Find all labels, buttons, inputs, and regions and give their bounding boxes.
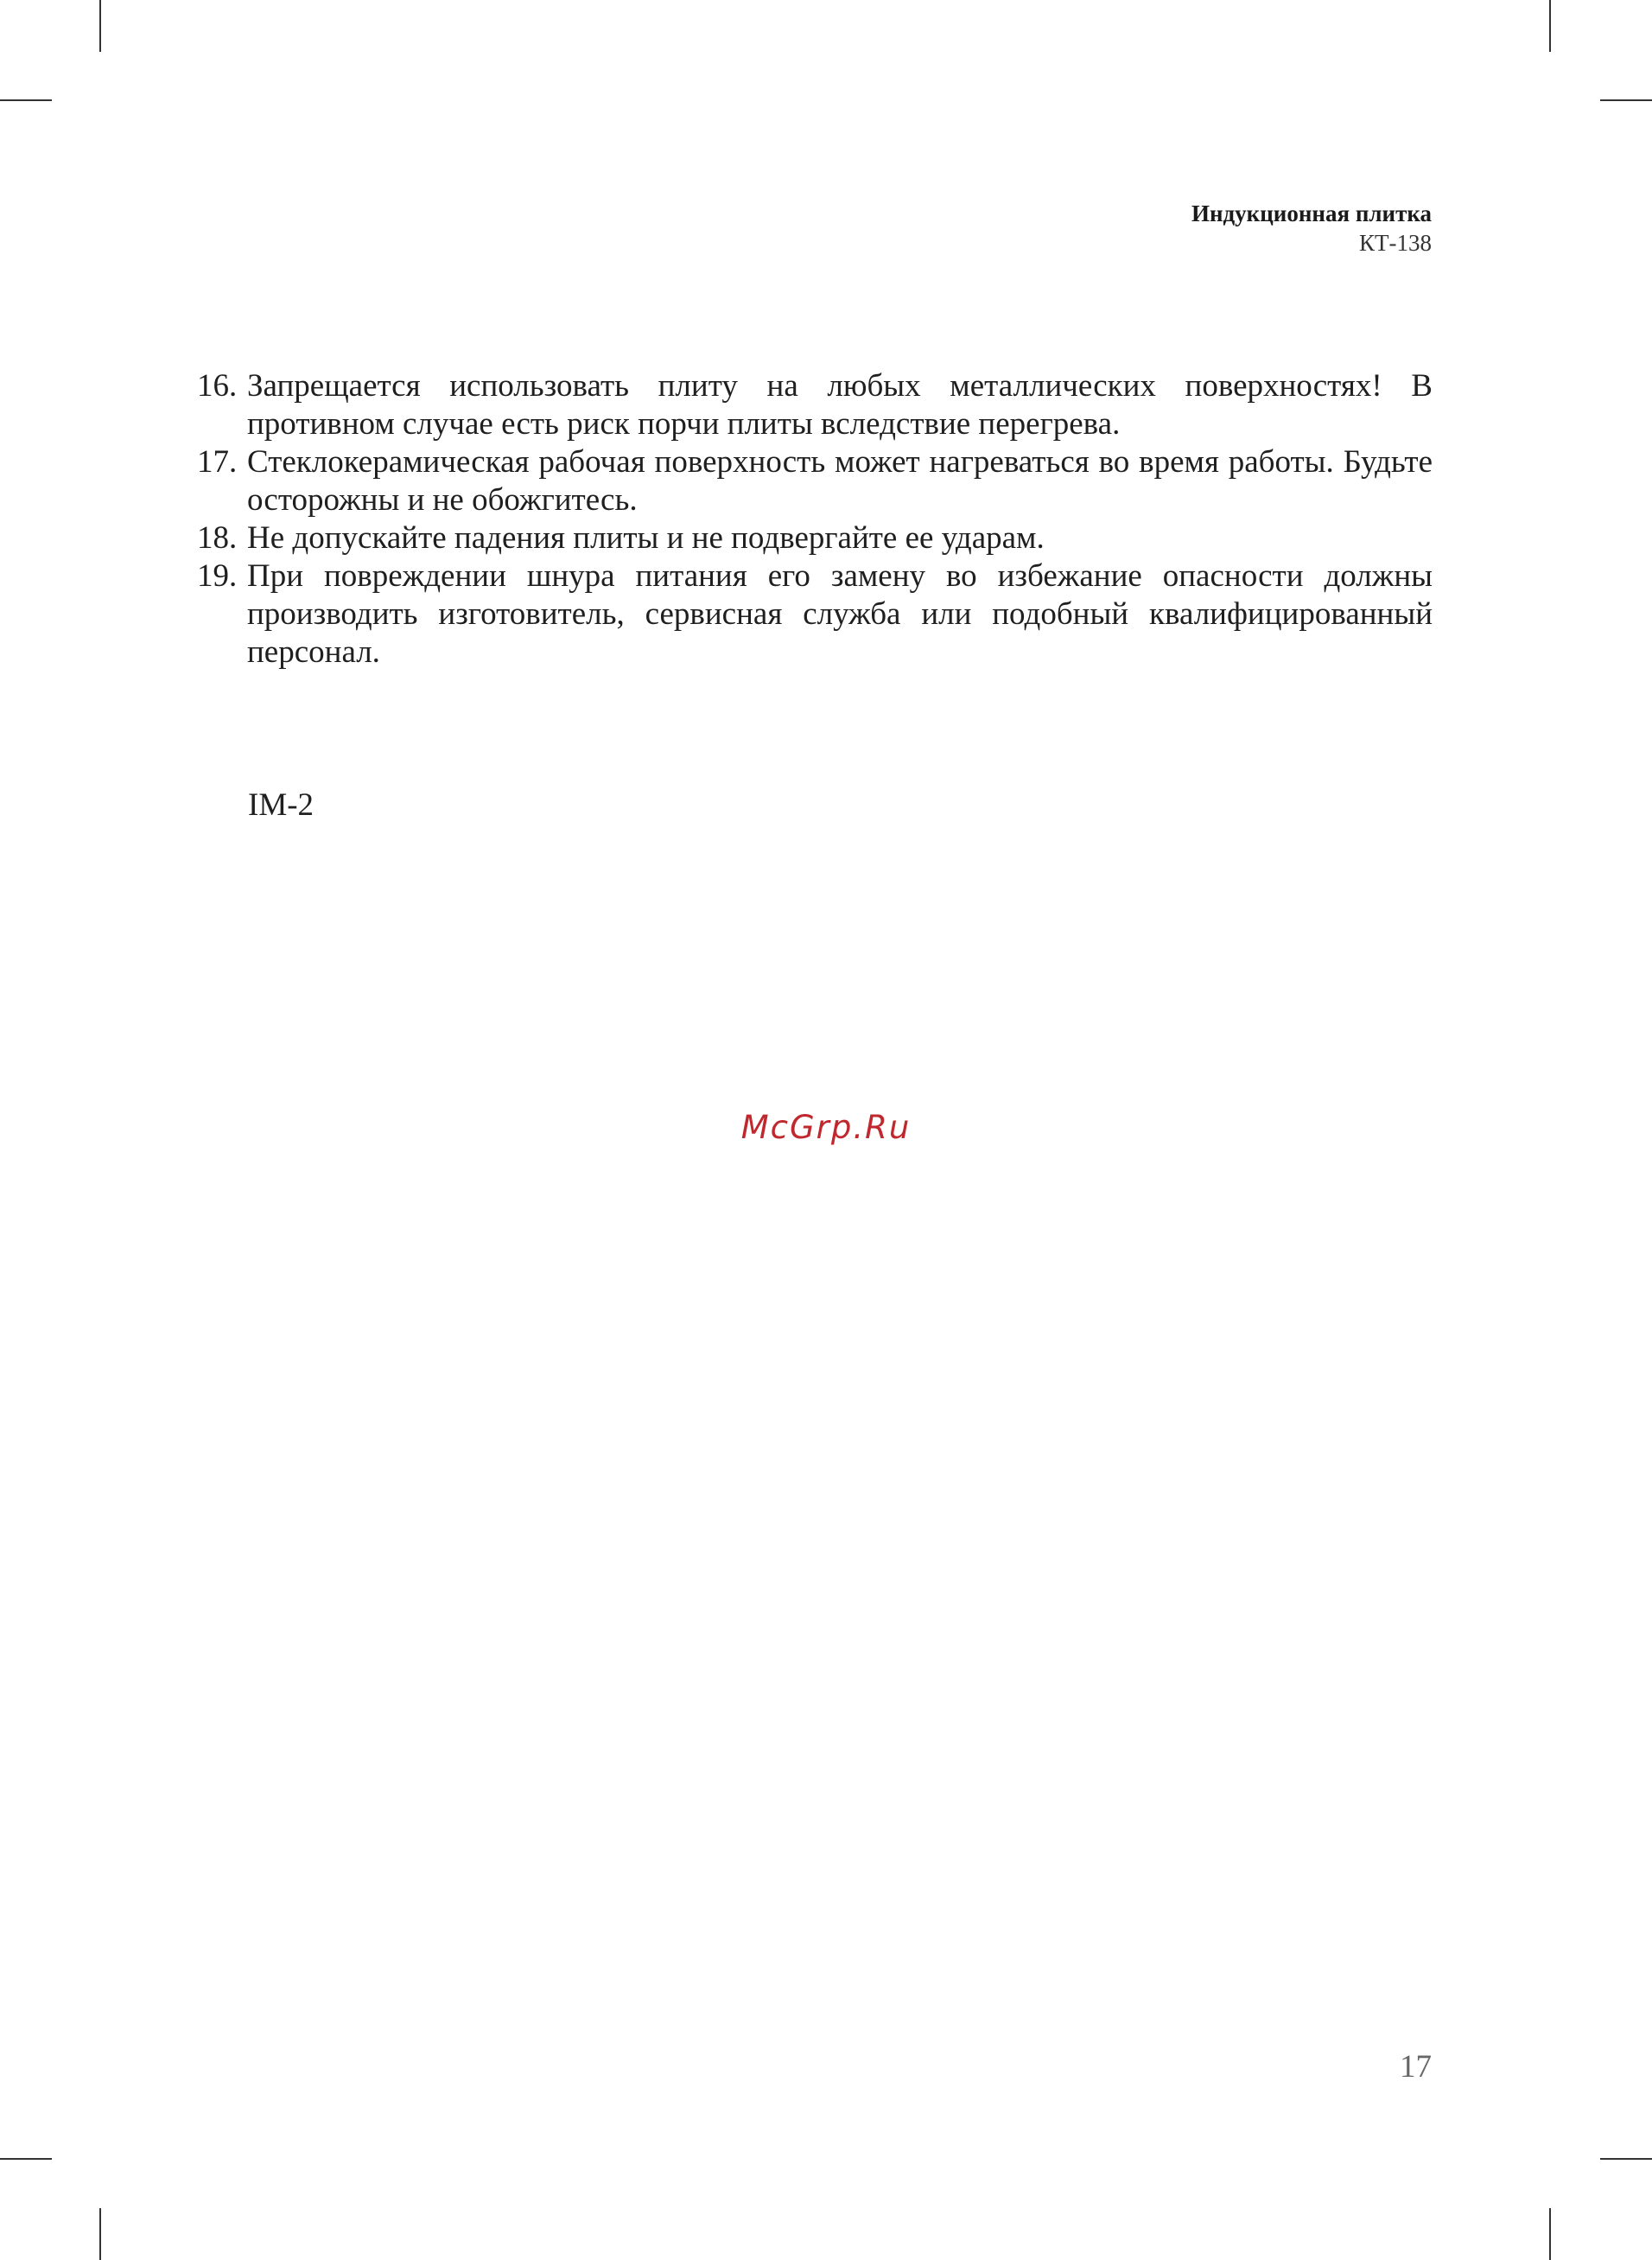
crop-mark-bottom-left-vertical — [99, 2208, 101, 2260]
crop-mark-top-right-vertical — [1549, 0, 1551, 52]
list-item — [197, 367, 1433, 443]
list-item-text: При повреждении шнура питания его замену во избежание опасности должны производить изготовитель, сервисная служба или подобный квалифицированный персонал. — [247, 558, 1433, 670]
crop-mark-bottom-left-horizontal — [0, 2158, 52, 2160]
safety-instructions-list — [197, 367, 1433, 672]
watermark: McGrp.Ru — [740, 1109, 912, 1146]
crop-mark-top-left-horizontal — [0, 99, 52, 101]
page-header — [1191, 199, 1432, 258]
page-number: 17 — [1400, 2049, 1432, 2085]
crop-mark-top-right-horizontal — [1600, 99, 1652, 101]
list-item-text: Запрещается использовать плиту на любых металлических поверхностях! В противном случае есть риск порчи плиты вследствие перегрева. — [247, 368, 1433, 442]
list-item-number: 17. — [197, 444, 238, 480]
model-code: IM-2 — [248, 787, 315, 823]
header-title: Индукционная плитка — [1191, 201, 1432, 226]
crop-mark-top-left-vertical — [99, 0, 101, 52]
crop-mark-bottom-right-vertical — [1549, 2208, 1551, 2260]
list-item-text: Не допускайте падения плиты и не подвергайте ее ударам. — [247, 520, 1045, 556]
list-item-text: Стеклокерамическая рабочая поверхность может нагреваться во время работы. Будьте осторожны и не обожгитесь. — [247, 444, 1433, 518]
list-item-number: 16. — [197, 368, 238, 404]
list-item-number: 19. — [197, 558, 238, 594]
crop-mark-bottom-right-horizontal — [1600, 2158, 1652, 2160]
list-item — [197, 557, 1433, 672]
list-item — [197, 519, 1433, 557]
list-item — [197, 443, 1433, 519]
header-model: КТ-138 — [1359, 230, 1432, 256]
list-item-number: 18. — [197, 520, 238, 556]
